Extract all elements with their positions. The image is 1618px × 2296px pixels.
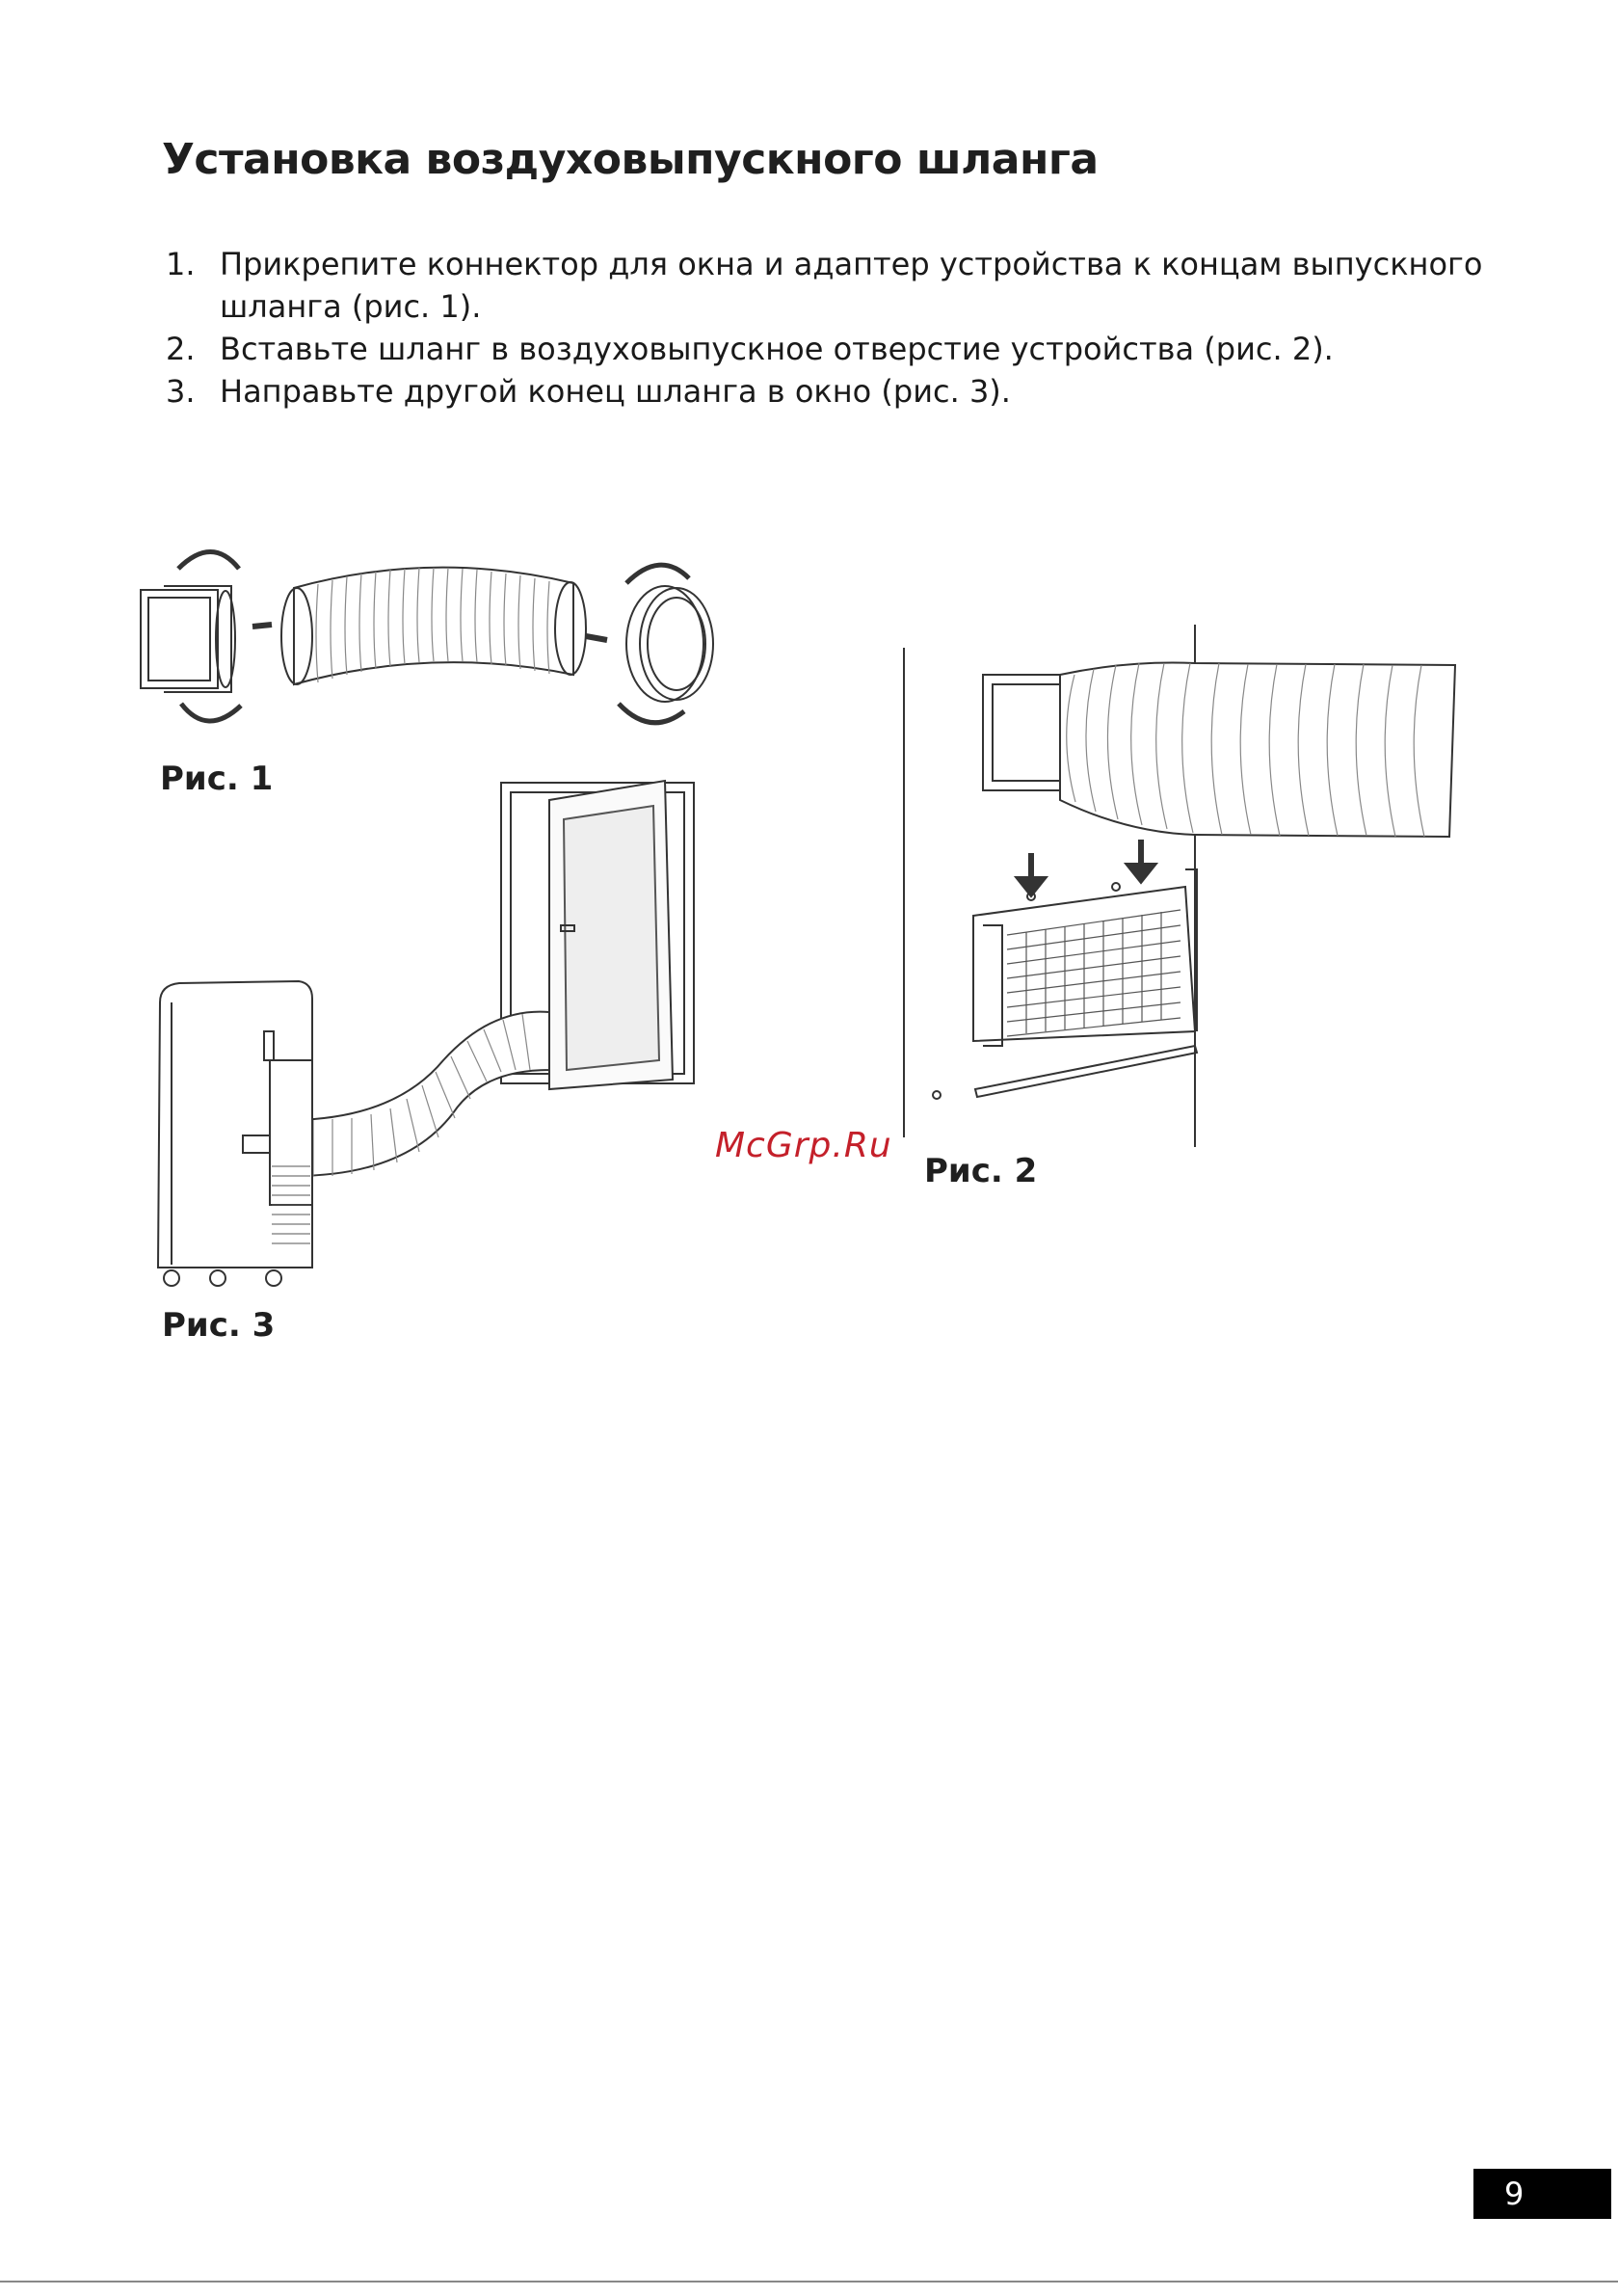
arrow-down-icon: [1126, 841, 1156, 883]
rotate-arrow-icon: [181, 704, 241, 721]
outlet-grille-illustration: [933, 869, 1197, 1099]
watermark: McGrp.Ru: [715, 1126, 892, 1165]
rotate-arrow-icon: [626, 565, 689, 583]
step-text: Прикрепите коннектор для окна и адаптер устройства к концам выпускного шланга (рис. 1).: [220, 246, 1483, 325]
step-number: 1.: [166, 246, 196, 282]
step-item: [162, 243, 1511, 328]
step-text: Направьте другой конец шланга в окно (рис. 3).: [220, 373, 1011, 410]
air-conditioner-unit-illustration: [158, 981, 312, 1286]
instruction-list: [162, 243, 1511, 413]
step-text: Вставьте шланг в воздуховыпускное отверстие устройства (рис. 2).: [220, 331, 1334, 367]
hose-illustration: [983, 663, 1455, 838]
step-item: [162, 328, 1511, 370]
arrow-left-icon: [586, 636, 607, 640]
step-number: 2.: [166, 331, 196, 367]
arrow-right-icon: [252, 625, 272, 627]
page-number: 9: [1504, 2176, 1525, 2212]
figure-3-unit-to-window: [145, 771, 723, 1301]
figure-2-hose-into-outlet: [896, 617, 1474, 1157]
figure-1-hose-parts: [125, 540, 742, 733]
step-item: [162, 370, 1511, 413]
figure-3-caption: Рис. 3: [162, 1306, 276, 1345]
rotate-arrow-icon: [619, 704, 684, 723]
figure-1-caption: Рис. 1: [160, 760, 274, 798]
arrow-down-icon: [1016, 854, 1047, 896]
rotate-arrow-icon: [178, 552, 239, 570]
page-title: Установка воздуховыпускного шланга: [162, 135, 1099, 184]
hose-illustration: [281, 568, 586, 684]
window-connector-illustration: [141, 586, 235, 692]
hose-illustration: [294, 1012, 549, 1176]
step-number: 3.: [166, 373, 196, 410]
page-number-badge: [1473, 2169, 1611, 2219]
bottom-rule: [0, 2281, 1618, 2283]
device-adapter-illustration: [626, 586, 713, 702]
figure-2-caption: Рис. 2: [924, 1152, 1038, 1190]
